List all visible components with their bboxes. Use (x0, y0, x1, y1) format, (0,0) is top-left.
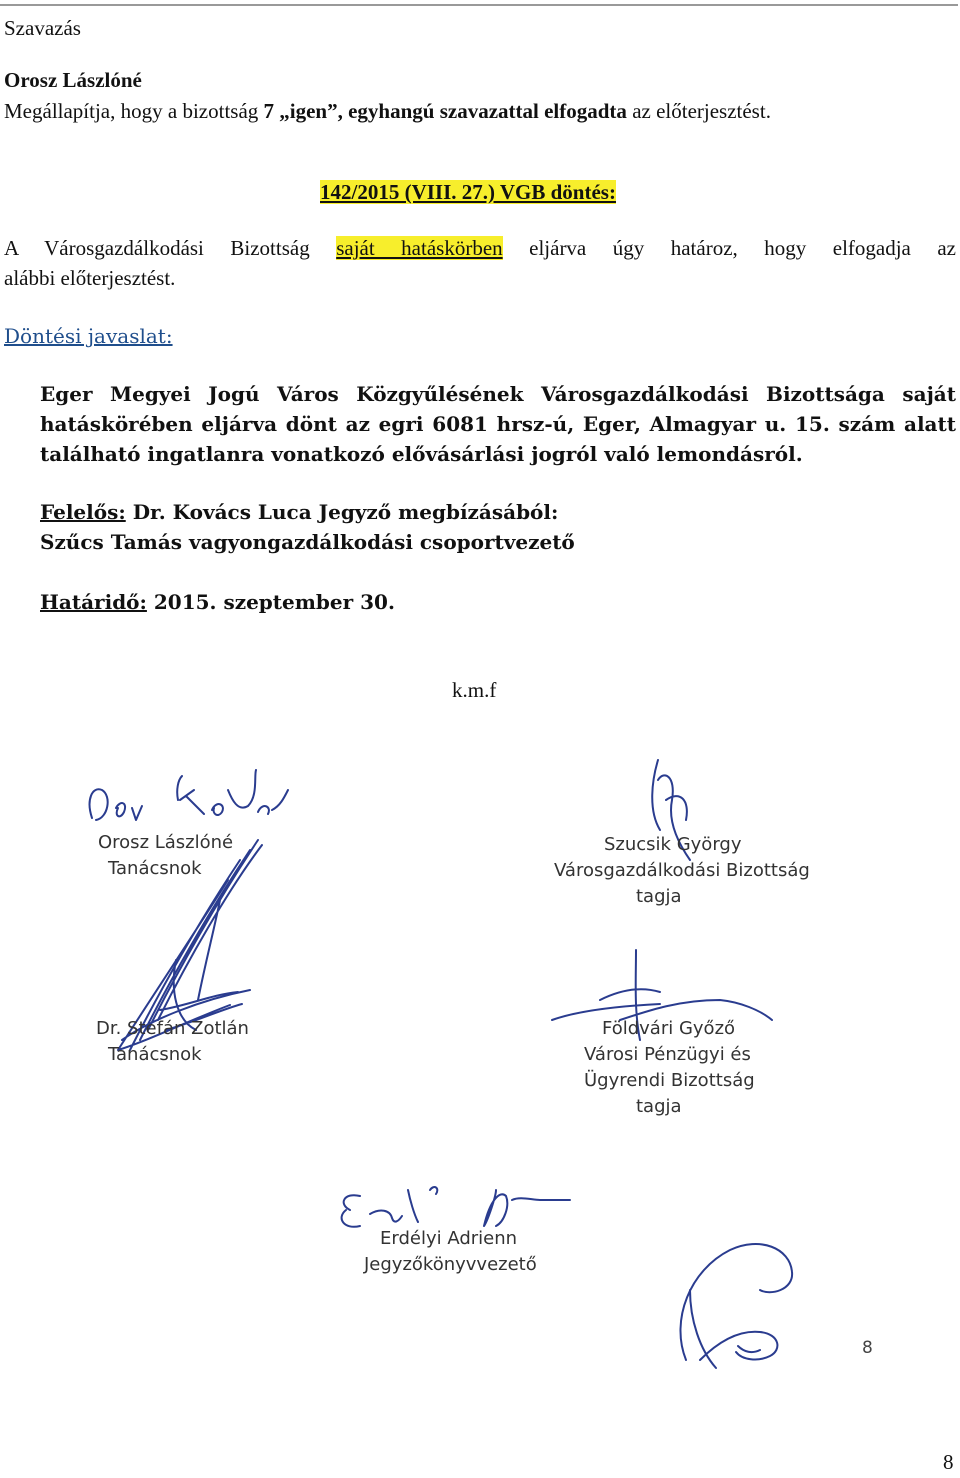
signer-4-role-1: Városi Pénzügyi és (584, 1044, 751, 1065)
signature-stamp (680, 1244, 792, 1368)
signer-4-name: Földvári Győző (602, 1018, 736, 1039)
signer-1-name: Orosz Lászlóné (98, 832, 234, 853)
scanned-page-number: 8 (862, 1338, 873, 1358)
vote-result: 7 „igen”, egyhangú szavazattal elfogadta (263, 99, 627, 123)
vote-chair: Orosz Lászlóné (4, 68, 142, 92)
responsible-line-2: Szűcs Tamás vagyongazdálkodási csoportvezető (40, 530, 575, 554)
signer-3-name: Dr. Stefán Zotlán (96, 1018, 249, 1039)
signer-3-role: Tanácsnok (108, 1044, 202, 1065)
signer-2-role-1: Városgazdálkodási Bizottság (554, 860, 810, 881)
proposal-line-1: Eger Megyei Jogú Város Közgyűlésének Városgazdálkodási Bizottsága saját (40, 382, 956, 406)
page-number: 8 (943, 1450, 954, 1474)
responsible: Felelős: Dr. Kovács Luca Jegyző megbízásából: (40, 500, 559, 524)
signer-2-role-2: tagja (636, 886, 682, 907)
signature-orosz (90, 770, 288, 820)
signer-5-name: Erdélyi Adrienn (380, 1228, 518, 1249)
signature-erdelyi (342, 1187, 570, 1227)
vote-pre: Megállapítja, hogy a bizottság (4, 99, 264, 123)
decision-line-1: A Városgazdálkodási Bizottság saját hatáskörben eljárva úgy határoz, hogy elfogadja az (4, 236, 956, 260)
section-title: Szavazás (4, 16, 81, 40)
signer-5-role: Jegyzőkönyvvezető (364, 1254, 537, 1275)
proposal-line-3: található ingatlanra vonatkozó elővásárlási jogról való lemondásról. (40, 442, 803, 466)
signer-4-role-3: tagja (636, 1096, 682, 1117)
decision-number: 142/2015 (VIII. 27.) VGB döntés: (320, 180, 616, 204)
signer-2-name: Szucsik György (604, 834, 742, 855)
signer-1-role: Tanácsnok (108, 858, 202, 879)
proposal-heading: Döntési javaslat: (4, 324, 173, 348)
kmf: k.m.f (452, 678, 497, 702)
deadline: Határidő: 2015. szeptember 30. (40, 590, 395, 614)
decision-highlight: saját hatáskörben (336, 236, 503, 260)
signer-4-role-2: Ügyrendi Bizottság (584, 1070, 755, 1091)
decision-line-2: alábbi előterjesztést. (4, 266, 176, 290)
vote-post: az előterjesztést. (626, 99, 771, 123)
proposal-line-2: hatáskörében eljárva dönt az egri 6081 hrsz-ú, Eger, Almagyar u. 15. szám alatt (40, 412, 956, 436)
